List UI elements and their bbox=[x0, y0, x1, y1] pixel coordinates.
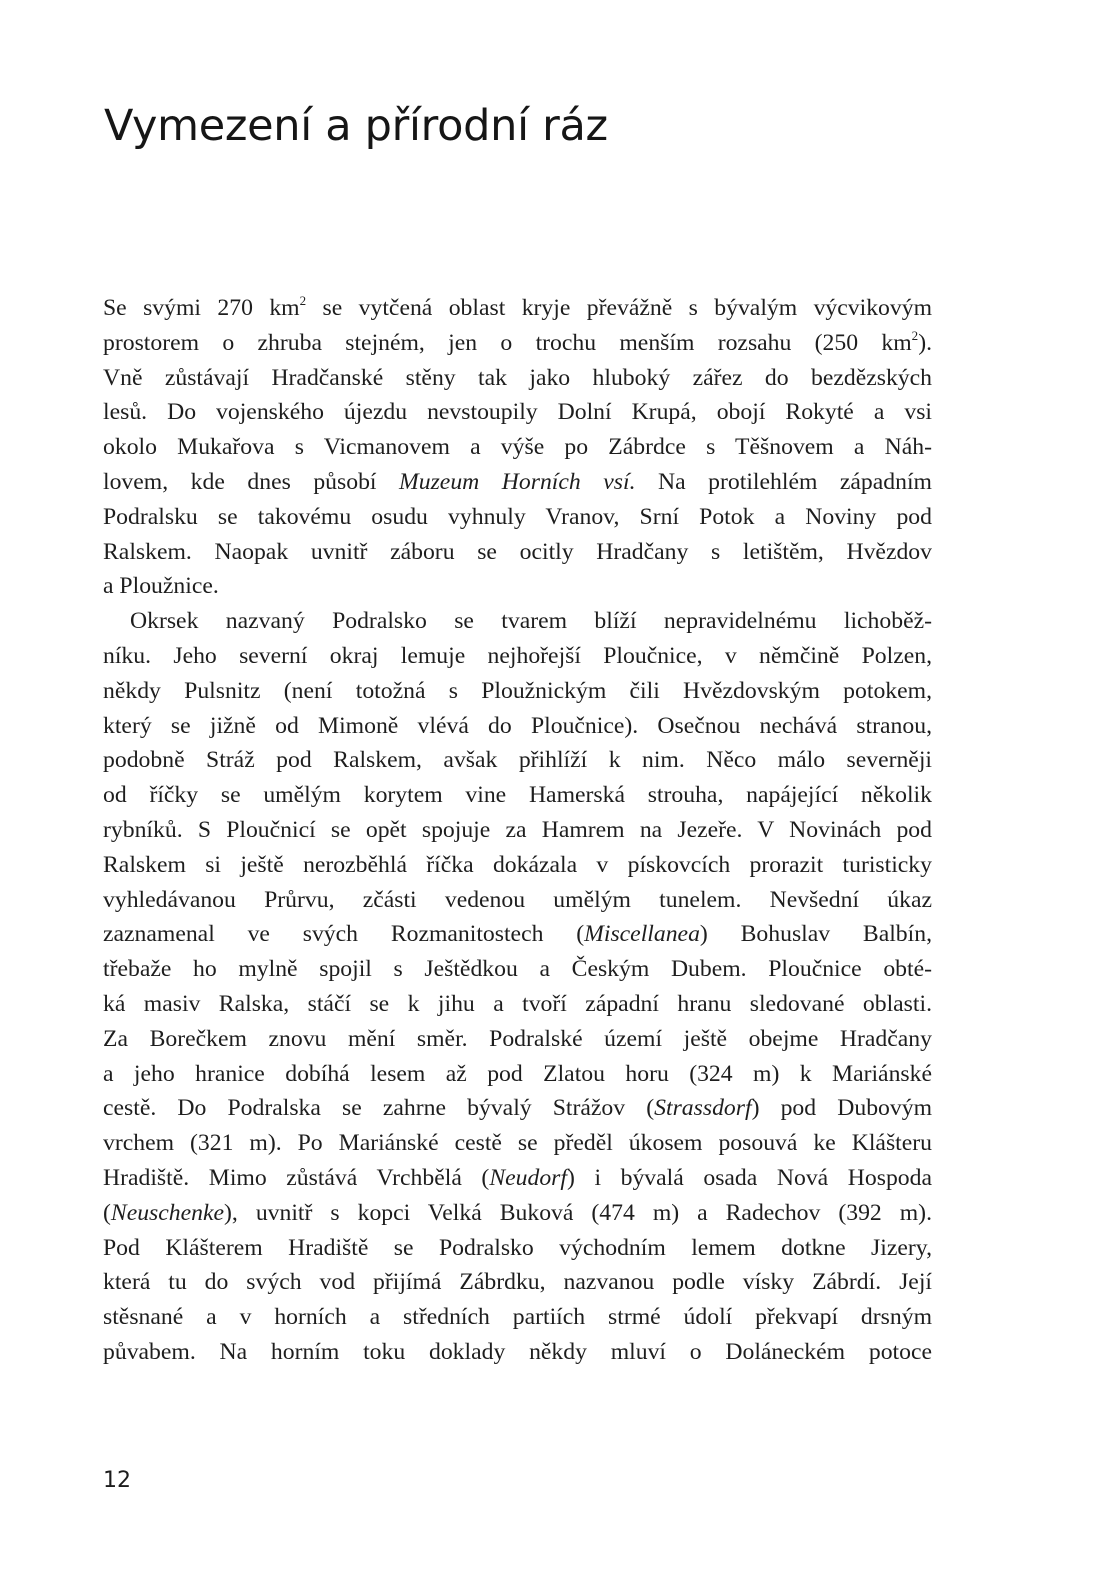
text-segment: Za Borečkem znovu mění směr. Podralské území ještě obejme Hradčany bbox=[103, 1025, 932, 1052]
body-text bbox=[103, 291, 932, 1370]
text-segment: ) Bohuslav Balbín, bbox=[699, 921, 932, 948]
text-segment: od říčky se umělým korytem vine Hamerská strouha, napájející několik bbox=[103, 782, 932, 809]
text-line bbox=[103, 1335, 932, 1370]
text-line bbox=[103, 883, 932, 918]
text-segment: se vytčená oblast kryje převážně s bývalým výcvikovým bbox=[306, 295, 932, 321]
text-segment: lesů. Do vojenského újezdu nevstoupily Dolní Krupá, obojí Rokyté a vsi bbox=[103, 399, 932, 426]
text-line bbox=[103, 1091, 932, 1126]
text-segment: půvabem. Na horním toku doklady někdy mluví o Doláneckém potoce bbox=[103, 1338, 932, 1365]
paragraph bbox=[103, 604, 932, 1370]
text-segment: který se jižně od Mimoně vlévá do Ploučnice). Osečnou nechává stranou, bbox=[103, 712, 932, 739]
text-line bbox=[103, 1126, 932, 1161]
text-segment: Ralskem si ještě nerozběhlá říčka dokázala v pískovcích prorazit turisticky bbox=[103, 851, 932, 878]
text-segment: Pod Klášterem Hradiště se Podralsko východním lemem dotkne Jizery, bbox=[103, 1234, 932, 1261]
text-line bbox=[103, 848, 932, 883]
text-segment: Vně zůstávají Hradčanské stěny tak jako hluboký zářez do bezdězských bbox=[103, 364, 932, 391]
text-segment: a Ploužnice. bbox=[103, 573, 219, 600]
text-line bbox=[103, 361, 932, 396]
text-segment: stěsnané a v horních a středních partiích strmé údolí překvapí drsným bbox=[103, 1304, 932, 1331]
text-segment: Hradiště. Mimo zůstává Vrchbělá ( bbox=[103, 1164, 490, 1191]
text-segment: která tu do svých vod přijímá Zábrdku, nazvanou podle vísky Zábrdí. Její bbox=[103, 1269, 932, 1296]
text-line bbox=[103, 535, 932, 570]
superscript: 2 bbox=[911, 328, 919, 344]
text-line bbox=[103, 430, 932, 465]
text-line bbox=[103, 291, 932, 326]
text-segment: Okrsek nazvaný Podralsko se tvarem blíží nepravidelnému lichoběž- bbox=[130, 608, 932, 635]
text-segment: a jeho hranice dobíhá lesem až pod Zlatou horu (324 m) k Mariánské bbox=[103, 1060, 932, 1087]
text-line bbox=[103, 1265, 932, 1300]
text-segment: Podralsku se takovému osudu vyhnuly Vranov, Srní Potok a Noviny pod bbox=[103, 503, 932, 530]
text-segment: cestě. Do Podralska se zahrne bývalý Strážov ( bbox=[103, 1095, 655, 1122]
text-line bbox=[103, 674, 932, 709]
text-line bbox=[103, 1022, 932, 1057]
superscript: 2 bbox=[299, 293, 307, 309]
text-segment: okolo Mukařova s Vicmanovem a výše po Zábrdce s Těšnovem a Náh- bbox=[103, 434, 932, 461]
text-line bbox=[103, 569, 932, 604]
text-segment: vrchem (321 m). Po Mariánské cestě se předěl úkosem posouvá ke Klášteru bbox=[103, 1130, 932, 1157]
text-line bbox=[103, 1161, 932, 1196]
text-line bbox=[103, 709, 932, 744]
text-line bbox=[103, 987, 932, 1022]
text-line bbox=[103, 639, 932, 674]
text-segment: ) i bývalá osada Nová Hospoda bbox=[566, 1164, 932, 1191]
text-line bbox=[103, 326, 932, 361]
text-line bbox=[103, 500, 932, 535]
text-line bbox=[103, 952, 932, 987]
italic-text: Strassdorf bbox=[654, 1095, 752, 1122]
text-segment: ) pod Dubovým bbox=[751, 1095, 932, 1122]
text-line bbox=[103, 1300, 932, 1335]
text-line bbox=[103, 778, 932, 813]
text-line bbox=[103, 1057, 932, 1092]
italic-text: Neuschenke bbox=[110, 1199, 225, 1226]
text-line bbox=[103, 604, 932, 639]
text-segment: rybníků. S Ploučnicí se opět spojuje za Hamrem na Jezeře. V Novinách pod bbox=[103, 816, 932, 843]
text-segment: Se svými 270 km bbox=[103, 295, 300, 321]
page-number: 12 bbox=[103, 1468, 131, 1493]
text-segment: někdy Pulsnitz (není totožná s Ploužnickým čili Hvězdovským potokem, bbox=[103, 677, 932, 704]
text-line bbox=[103, 813, 932, 848]
text-line bbox=[103, 743, 932, 778]
text-segment: Ralskem. Naopak uvnitř záboru se ocitly Hradčany s letištěm, Hvězdov bbox=[103, 538, 932, 565]
text-line bbox=[103, 465, 932, 500]
text-segment: ), uvnitř s kopci Velká Buková (474 m) a Radechov (392 m). bbox=[224, 1199, 932, 1226]
text-segment: ). bbox=[918, 329, 932, 356]
italic-text: Neudorf bbox=[489, 1164, 567, 1191]
page-title: Vymezení a přírodní ráz bbox=[104, 101, 608, 151]
text-segment: třebaže ho mylně spojil s Ještědkou a Českým Dubem. Ploučnice obté- bbox=[103, 956, 932, 983]
text-segment: níku. Jeho severní okraj lemuje nejhořejší Ploučnice, v němčině Polzen, bbox=[103, 642, 932, 669]
text-segment: podobně Stráž pod Ralskem, avšak přihlíží k nim. Něco málo severněji bbox=[103, 747, 932, 774]
text-segment: vyhledávanou Průrvu, zčásti vedenou umělým tunelem. Nevšední úkaz bbox=[103, 886, 932, 913]
text-line bbox=[103, 395, 932, 430]
text-segment: prostorem o zhruba stejném, jen o trochu menším rozsahu (250 km bbox=[103, 329, 912, 356]
text-segment: Na protilehlém západním bbox=[635, 468, 932, 495]
text-segment: ká masiv Ralska, stáčí se k jihu a tvoří západní hranu sledované oblasti. bbox=[103, 990, 932, 1017]
text-segment: zaznamenal ve svých Rozmanitostech ( bbox=[103, 921, 585, 948]
paragraph bbox=[103, 291, 932, 604]
italic-text: Muzeum Horních vsí. bbox=[399, 468, 636, 495]
italic-text: Miscellanea bbox=[584, 921, 700, 948]
text-segment: lovem, kde dnes působí bbox=[103, 468, 400, 495]
text-line bbox=[103, 917, 932, 952]
text-segment: ( bbox=[103, 1199, 111, 1226]
text-line bbox=[103, 1231, 932, 1266]
text-line bbox=[103, 1196, 932, 1231]
